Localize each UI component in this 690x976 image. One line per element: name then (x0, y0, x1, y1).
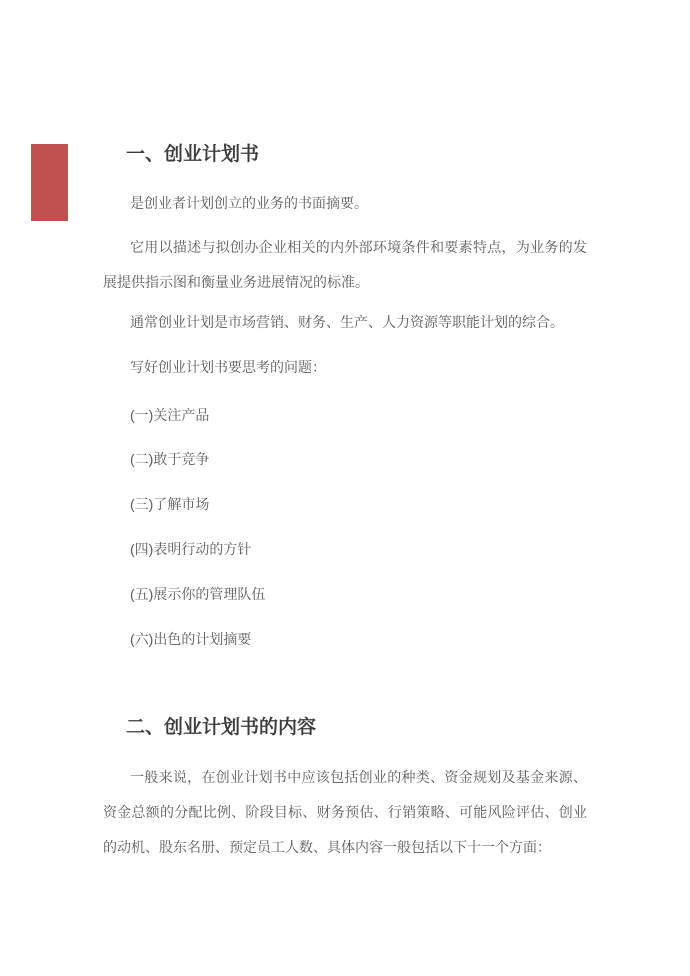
list-item: (一)关注产品 (130, 407, 210, 423)
paragraph: 写好创业计划书要思考的问题： (130, 359, 326, 375)
paragraph: 它用以描述与拟创办企业相关的内外部环境条件和要素特点，为业务的发展提供指示图和衡量业务进展情况的标准。 (103, 239, 587, 290)
list-item: (六)出色的计划摘要 (130, 631, 252, 647)
list-item: (五)展示你的管理队伍 (130, 586, 266, 602)
section2-heading: 二、创业计划书的内容 (126, 717, 317, 738)
section1-heading: 一、创业计划书 (126, 144, 260, 165)
list-item: (四)表明行动的方针 (130, 541, 252, 557)
paragraph: 通常创业计划是市场营销、财务、生产、人力资源等职能计划的综合。 (130, 314, 564, 330)
paragraph: 一般来说，在创业计划书中应该包括创业的种类、资金规划及基金来源、资金总额的分配比例、阶段目标、财务预估、行销策略、可能风险评估、创业的动机、股东名册、预定员工人数、具体内容一般包括以下十一个方面： (103, 769, 587, 855)
red-accent-bar (31, 144, 68, 221)
list-item: (二)敢于竞争 (130, 451, 210, 467)
paragraph: 是创业者计划创立的业务的书面摘要。 (130, 195, 368, 211)
list-item: (三)了解市场 (130, 496, 210, 512)
